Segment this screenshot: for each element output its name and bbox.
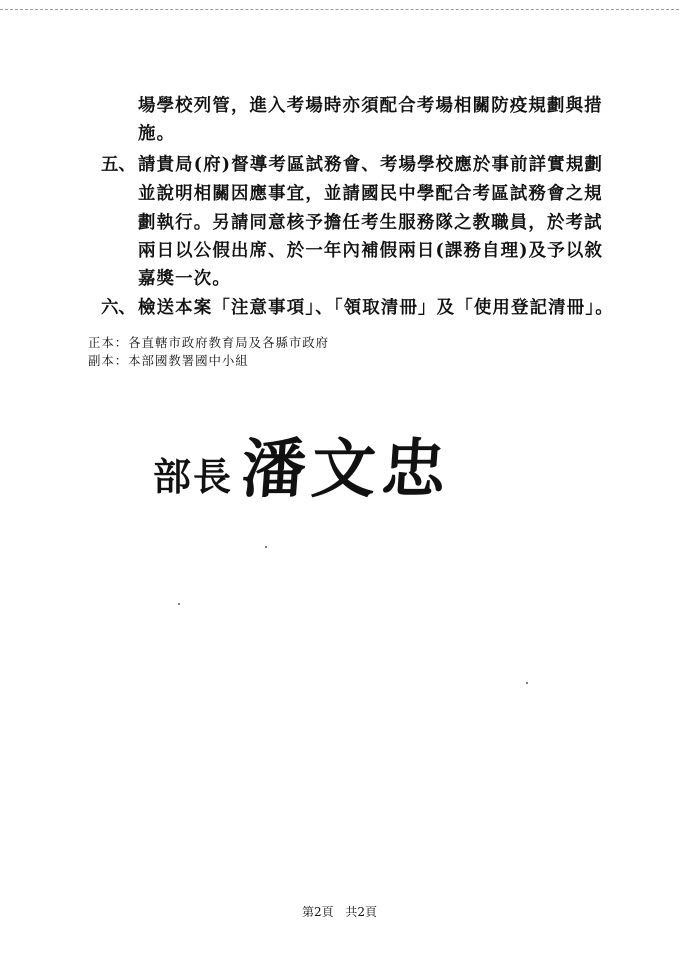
scan-border-line [0,9,679,10]
distribution-copy: 副本：本部國教署國中小組 [88,353,249,368]
item-5-line: 嘉獎一次。 [138,269,231,289]
scan-speck [178,603,180,605]
scan-speck [265,546,267,548]
item-number-5: 五、 [101,155,136,175]
body-line: 場學校列管，進入考場時亦須配合考場相關防疫規劃與措 [138,96,603,116]
item-5-line: 劃執行。另請同意核予擔任考生服務隊之教職員，於考試 [138,213,603,233]
body-line: 施。 [138,124,176,144]
item-6-text: 檢送本案「注意事項」、「領取清冊」及「使用登記清冊」。 [138,298,614,318]
item-number-6: 六、 [101,298,136,318]
page-number: 第2頁 [301,905,334,919]
distribution-original: 正本：各直轄市政府教育局及各縣市政府 [88,335,330,350]
page-total: 共2頁 [345,905,378,919]
signature-name: 潘文忠 [238,432,455,507]
item-5-line: 並說明相關因應事宜，並請國民中學配合考區試務會之規 [138,184,603,204]
page-footer [0,903,679,920]
item-5-line: 請貴局(府)督導考區試務會、考場學校應於事前詳實規劃 [138,155,604,175]
signature-title: 部長 [153,454,234,499]
item-5-line: 兩日以公假出席、於一年內補假兩日(課務自理)及予以敘 [138,241,604,261]
scan-speck [526,682,528,684]
